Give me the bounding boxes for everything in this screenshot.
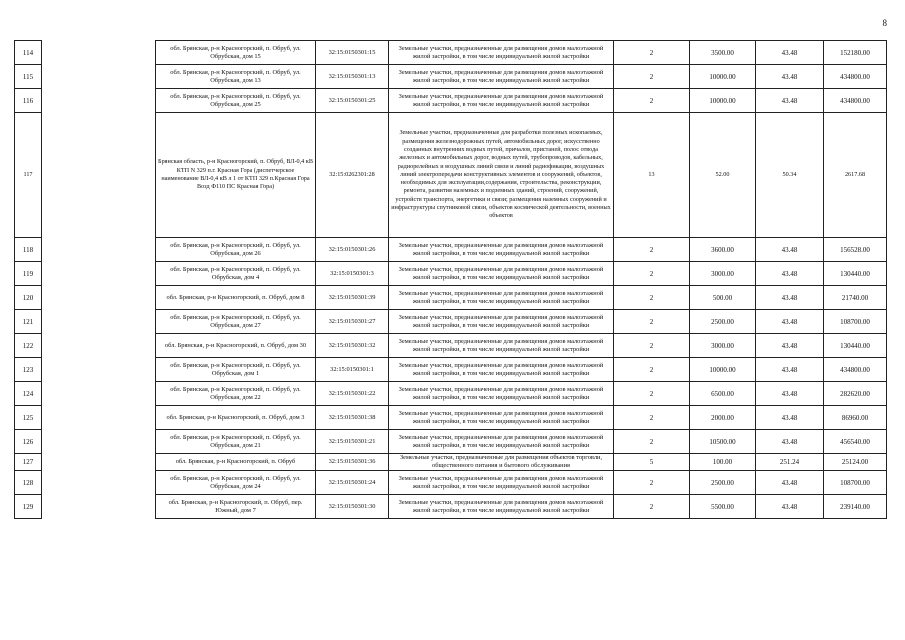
land-use-cell: Земельные участки, предназначенные для размещения домов малоэтажной жилой застройки, в том числе индивидуальной жилой застройки [389, 310, 614, 334]
spacer-cell [42, 286, 156, 310]
spacer-cell [42, 113, 156, 238]
specific-value-cell: 43.48 [756, 406, 824, 430]
area-cell: 10500.00 [690, 430, 756, 454]
use-group-cell: 2 [614, 238, 690, 262]
cadastral-number-cell: 32:15:0150301:3 [316, 262, 389, 286]
address-cell: обл. Брянская, р-н Красногорский, п. Обруб, ул. Обрубская, дом 25 [156, 89, 316, 113]
cadastral-number-cell: 32:15:0150301:32 [316, 334, 389, 358]
spacer-cell [42, 430, 156, 454]
land-use-cell: Земельные участки, предназначенные для размещения домов малоэтажной жилой застройки, в том числе индивидуальной жилой застройки [389, 471, 614, 495]
area-cell: 6500.00 [690, 382, 756, 406]
cadastral-value-cell: 130440.00 [824, 262, 887, 286]
row-number: 114 [15, 41, 42, 65]
cadastral-value-cell: 239140.00 [824, 495, 887, 519]
table-row [15, 41, 887, 65]
specific-value-cell: 43.48 [756, 495, 824, 519]
cadastral-value-cell: 456540.00 [824, 430, 887, 454]
land-use-cell: Земельные участки, предназначенные для размещения домов малоэтажной жилой застройки, в том числе индивидуальной жилой застройки [389, 406, 614, 430]
use-group-cell: 2 [614, 41, 690, 65]
address-cell: обл. Брянская, р-н Красногорский, п. Обруб, ул. Обрубская, дом 24 [156, 471, 316, 495]
row-number: 116 [15, 89, 42, 113]
cadastral-value-cell: 282620.00 [824, 382, 887, 406]
specific-value-cell: 43.48 [756, 382, 824, 406]
row-number: 118 [15, 238, 42, 262]
cadastral-value-cell: 130440.00 [824, 334, 887, 358]
cadastral-number-cell: 32:15:0262301:28 [316, 113, 389, 238]
spacer-cell [42, 495, 156, 519]
land-use-cell: Земельные участки, предназначенные для размещения домов малоэтажной жилой застройки, в том числе индивидуальной жилой застройки [389, 286, 614, 310]
cadastral-value-cell: 434800.00 [824, 358, 887, 382]
area-cell: 10000.00 [690, 65, 756, 89]
area-cell: 3000.00 [690, 334, 756, 358]
specific-value-cell: 43.48 [756, 310, 824, 334]
specific-value-cell: 43.48 [756, 430, 824, 454]
address-cell: обл. Брянская, р-н Красногорский, п. Обруб, ул. Обрубская, дом 27 [156, 310, 316, 334]
cadastral-number-cell: 32:15:0150301:24 [316, 471, 389, 495]
specific-value-cell: 43.48 [756, 238, 824, 262]
use-group-cell: 2 [614, 286, 690, 310]
cadastral-value-cell: 108700.00 [824, 471, 887, 495]
table-row [15, 406, 887, 430]
table-row [15, 454, 887, 471]
land-use-cell: Земельные участки, предназначенные для размещения объектов торговли, общественного питания и бытового обслуживания [389, 454, 614, 471]
land-use-cell: Земельные участки, предназначенные для размещения домов малоэтажной жилой застройки, в том числе индивидуальной жилой застройки [389, 238, 614, 262]
area-cell: 2000.00 [690, 406, 756, 430]
table-row [15, 65, 887, 89]
cadastral-number-cell: 32:15:0150301:36 [316, 454, 389, 471]
row-number: 119 [15, 262, 42, 286]
cadastral-number-cell: 32:15:0150301:15 [316, 41, 389, 65]
use-group-cell: 2 [614, 471, 690, 495]
specific-value-cell: 251.24 [756, 454, 824, 471]
cadastral-number-cell: 32:15:0150301:22 [316, 382, 389, 406]
use-group-cell: 2 [614, 310, 690, 334]
cadastral-value-cell: 21740.00 [824, 286, 887, 310]
address-cell: обл. Брянская, р-н Красногорский, п. Обруб, ул. Обрубская, дом 21 [156, 430, 316, 454]
specific-value-cell: 43.48 [756, 334, 824, 358]
cadastral-number-cell: 32:15:0150301:13 [316, 65, 389, 89]
cadastral-number-cell: 32:15:0150301:26 [316, 238, 389, 262]
cadastral-value-cell: 156528.00 [824, 238, 887, 262]
table-row [15, 262, 887, 286]
land-use-cell: Земельные участки, предназначенные для размещения домов малоэтажной жилой застройки, в том числе индивидуальной жилой застройки [389, 334, 614, 358]
area-cell: 3000.00 [690, 262, 756, 286]
land-use-cell: Земельные участки, предназначенные для размещения домов малоэтажной жилой застройки, в том числе индивидуальной жилой застройки [389, 89, 614, 113]
address-cell: Брянская область, р-н Красногорский, п. Обруб, ВЛ-0,4 кВ КТП N 329 п.г. Красная Гора (диспетчерское наименование ВЛ-0,4 кВ л 1 от КТП 329 п.Красная Гора Возд Ф110 ПС Красная Гора) [156, 113, 316, 238]
specific-value-cell: 43.48 [756, 358, 824, 382]
table-row [15, 358, 887, 382]
specific-value-cell: 43.48 [756, 262, 824, 286]
page-number: 8 [882, 18, 887, 28]
address-cell: обл. Брянская, р-н Красногорский, п. Обруб, ул. Обрубская, дом 26 [156, 238, 316, 262]
land-use-cell: Земельные участки, предназначенные для размещения домов малоэтажной жилой застройки, в том числе индивидуальной жилой застройки [389, 358, 614, 382]
cadastral-value-cell: 108700.00 [824, 310, 887, 334]
cadastral-value-cell: 434800.00 [824, 65, 887, 89]
cadastral-value-cell: 152180.00 [824, 41, 887, 65]
row-number: 117 [15, 113, 42, 238]
use-group-cell: 2 [614, 262, 690, 286]
land-use-cell: Земельные участки, предназначенные для размещения домов малоэтажной жилой застройки, в том числе индивидуальной жилой застройки [389, 262, 614, 286]
spacer-cell [42, 454, 156, 471]
row-number: 122 [15, 334, 42, 358]
table-row [15, 113, 887, 238]
row-number: 121 [15, 310, 42, 334]
area-cell: 2500.00 [690, 471, 756, 495]
table-row [15, 89, 887, 113]
area-cell: 10000.00 [690, 358, 756, 382]
row-number: 126 [15, 430, 42, 454]
table-row [15, 286, 887, 310]
row-number: 129 [15, 495, 42, 519]
area-cell: 10000.00 [690, 89, 756, 113]
cadastral-value-cell: 25124.00 [824, 454, 887, 471]
specific-value-cell: 50.34 [756, 113, 824, 238]
table-row [15, 238, 887, 262]
cadastral-number-cell: 32:15:0150301:1 [316, 358, 389, 382]
area-cell: 3600.00 [690, 238, 756, 262]
specific-value-cell: 43.48 [756, 89, 824, 113]
table-row [15, 382, 887, 406]
table-row [15, 471, 887, 495]
specific-value-cell: 43.48 [756, 471, 824, 495]
cadastral-number-cell: 32:15:0150301:21 [316, 430, 389, 454]
land-use-cell: Земельные участки, предназначенные для разработки полезных ископаемых, размещения железнодорожных путей, автомобильных дорог, искусственно созданных внутренних водных путей, причалов, пристаней, полос отвода железных и автомобильных дорог, водных путей, трубопроводов, кабельных, радиорелейных и воздушных линий связи и линий радиофикации, воздушных линий электропередачи конструктивных элементов и сооружений, объектов, необходимых для эксплуатации,содержания, строительства, реконструкции, ремонта, развития наземных и подземных зданий, строений, сооружений, устройств транспорта, энергетики и связи; размещения наземных сооружений и инфраструктуры спутниковой связи, объектов космической деятельности, военных объектов [389, 113, 614, 238]
specific-value-cell: 43.48 [756, 286, 824, 310]
area-cell: 52.00 [690, 113, 756, 238]
use-group-cell: 2 [614, 334, 690, 358]
use-group-cell: 13 [614, 113, 690, 238]
spacer-cell [42, 406, 156, 430]
spacer-cell [42, 471, 156, 495]
spacer-cell [42, 238, 156, 262]
use-group-cell: 2 [614, 382, 690, 406]
area-cell: 2500.00 [690, 310, 756, 334]
address-cell: обл. Брянская, р-н Красногорский, п. Обруб, ул. Обрубская, дом 13 [156, 65, 316, 89]
row-number: 120 [15, 286, 42, 310]
table-row [15, 495, 887, 519]
cadastral-value-cell: 86960.00 [824, 406, 887, 430]
row-number: 125 [15, 406, 42, 430]
cadastral-number-cell: 32:15:0150301:25 [316, 89, 389, 113]
cadastral-value-table [14, 40, 887, 519]
land-use-cell: Земельные участки, предназначенные для размещения домов малоэтажной жилой застройки, в том числе индивидуальной жилой застройки [389, 382, 614, 406]
spacer-cell [42, 334, 156, 358]
table-row [15, 310, 887, 334]
address-cell: обл. Брянская, р-н Красногорский, п. Обруб, дом 3 [156, 406, 316, 430]
row-number: 127 [15, 454, 42, 471]
area-cell: 3500.00 [690, 41, 756, 65]
use-group-cell: 2 [614, 430, 690, 454]
address-cell: обл. Брянская, р-н Красногорский, п. Обруб, ул. Обрубская, дом 15 [156, 41, 316, 65]
specific-value-cell: 43.48 [756, 65, 824, 89]
specific-value-cell: 43.48 [756, 41, 824, 65]
cadastral-number-cell: 32:15:0150301:38 [316, 406, 389, 430]
cadastral-number-cell: 32:15:0150301:30 [316, 495, 389, 519]
spacer-cell [42, 382, 156, 406]
address-cell: обл. Брянская, р-н Красногорский, п. Обруб, ул. Обрубская, дом 1 [156, 358, 316, 382]
address-cell: обл. Брянская, р-н Красногорский, п. Обруб, ул. Обрубская, дом 4 [156, 262, 316, 286]
land-use-cell: Земельные участки, предназначенные для размещения домов малоэтажной жилой застройки, в том числе индивидуальной жилой застройки [389, 495, 614, 519]
spacer-cell [42, 262, 156, 286]
land-use-cell: Земельные участки, предназначенные для размещения домов малоэтажной жилой застройки, в том числе индивидуальной жилой застройки [389, 430, 614, 454]
land-use-cell: Земельные участки, предназначенные для размещения домов малоэтажной жилой застройки, в том числе индивидуальной жилой застройки [389, 41, 614, 65]
use-group-cell: 2 [614, 495, 690, 519]
cadastral-number-cell: 32:15:0150301:39 [316, 286, 389, 310]
address-cell: обл. Брянская, р-н Красногорский, п. Обруб, дом 8 [156, 286, 316, 310]
row-number: 124 [15, 382, 42, 406]
use-group-cell: 2 [614, 89, 690, 113]
spacer-cell [42, 310, 156, 334]
area-cell: 100.00 [690, 454, 756, 471]
table-row [15, 334, 887, 358]
land-use-cell: Земельные участки, предназначенные для размещения домов малоэтажной жилой застройки, в том числе индивидуальной жилой застройки [389, 65, 614, 89]
cadastral-value-cell: 434800.00 [824, 89, 887, 113]
spacer-cell [42, 65, 156, 89]
area-cell: 500.00 [690, 286, 756, 310]
use-group-cell: 2 [614, 406, 690, 430]
cadastral-value-cell: 2617.68 [824, 113, 887, 238]
use-group-cell: 2 [614, 358, 690, 382]
cadastral-number-cell: 32:15:0150301:27 [316, 310, 389, 334]
address-cell: обл. Брянская, р-н Красногорский, п. Обруб, ул. Обрубская, дом 22 [156, 382, 316, 406]
row-number: 123 [15, 358, 42, 382]
area-cell: 5500.00 [690, 495, 756, 519]
use-group-cell: 5 [614, 454, 690, 471]
spacer-cell [42, 358, 156, 382]
table-row [15, 430, 887, 454]
row-number: 128 [15, 471, 42, 495]
address-cell: обл. Брянская, р-н Красногорский, п. Обруб, пер. Южный, дом 7 [156, 495, 316, 519]
address-cell: обл. Брянская, р-н Красногорский, п. Обруб, дом 30 [156, 334, 316, 358]
address-cell: обл. Брянская, р-н Красногорский, п. Обруб [156, 454, 316, 471]
spacer-cell [42, 41, 156, 65]
spacer-cell [42, 89, 156, 113]
row-number: 115 [15, 65, 42, 89]
use-group-cell: 2 [614, 65, 690, 89]
